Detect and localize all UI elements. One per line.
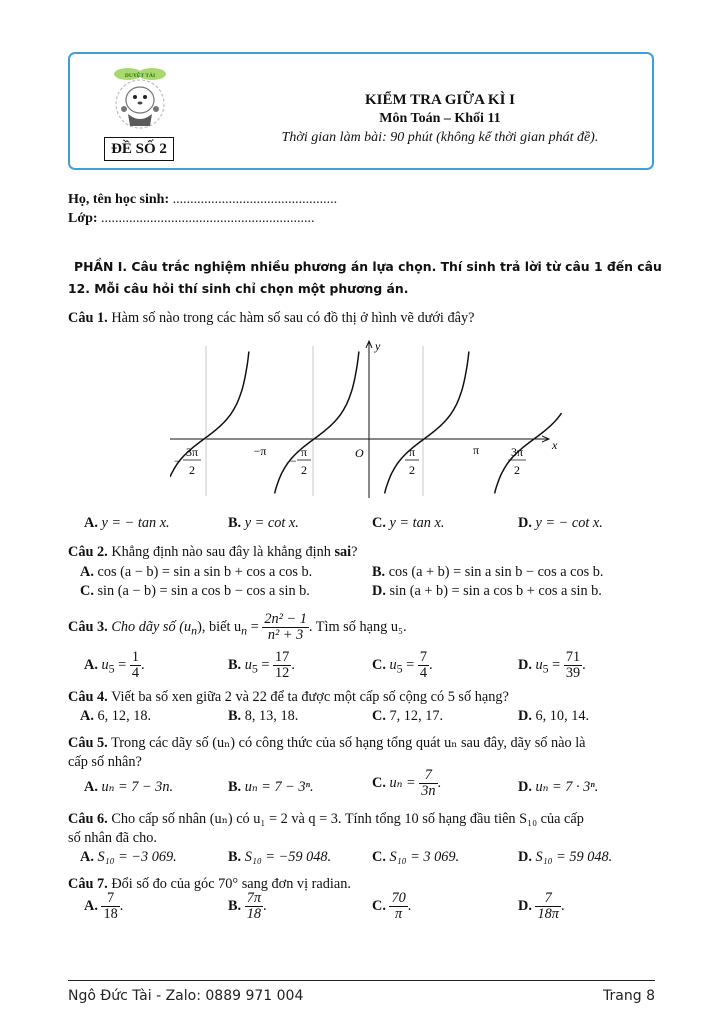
curve-branch-0 <box>170 352 249 477</box>
q1-option-b[interactable]: B. y = cot x. <box>228 515 299 531</box>
footer-author: Ngô Đức Tài - Zalo: 0889 971 004 <box>68 988 304 1004</box>
q5-option-c[interactable]: C. uₙ = $\frac{7}{3n}$ . <box>372 767 442 799</box>
q4-option-a[interactable]: A. 6, 12, 18. <box>80 708 152 724</box>
section-heading-line2: 12. Mỗi câu hỏi thí sinh chỉ chọn một phương án. <box>68 281 409 296</box>
question-4 <box>68 689 509 706</box>
q6-option-a[interactable]: A. S₁₀ = −3 069. <box>80 849 177 865</box>
q2-option-a[interactable]: A. cos (a − b) = sin a sin b + cos a cos b. <box>80 564 313 580</box>
tick-pi2-num: π <box>408 445 416 459</box>
q6-option-c[interactable]: C. S₁₀ = 3 069. <box>372 849 460 865</box>
question-4-text: Viết ba số xen giữa 2 và 22 để ta được một cấp số cộng có 5 số hạng? <box>111 689 509 705</box>
question-7-label: Câu 7. <box>68 876 108 892</box>
x-axis-label: x <box>552 438 558 452</box>
question-2-emphasis: sai <box>334 544 352 560</box>
logo-text: DUYỆT TÀI <box>124 73 156 79</box>
question-5-line2: cấp số nhân? <box>68 754 142 770</box>
q3-option-b[interactable]: B. $u_5$ = $\frac{17}{12}$ . <box>228 649 295 681</box>
question-2-label: Câu 2. <box>68 544 108 560</box>
q4-option-d[interactable]: D. 6, 10, 14. <box>518 708 590 724</box>
question-1-text: Hàm số nào trong các hàm số sau có đồ thị ở hình vẽ dưới đây? <box>111 310 475 326</box>
q1-option-d[interactable]: D. y = − cot x. <box>518 515 603 531</box>
tick-pi2-den: 2 <box>409 463 415 477</box>
q6-option-b[interactable]: B. S₁₀ = −59 048. <box>228 849 332 865</box>
q5-option-d[interactable]: D. uₙ = 7 · 3ⁿ. <box>518 779 599 795</box>
y-axis-label: y <box>375 339 381 353</box>
exam-subject: Môn Toán – Khối 11 <box>379 111 501 126</box>
tick-neg-3pi2-den: 2 <box>189 463 195 477</box>
question-6-text: Cho cấp số nhân (uₙ) có u₁ = 2 và q = 3. Tính tổng 10 số hạng đầu tiên S₁₀ của cấp <box>111 811 584 827</box>
curve-branch-1 <box>275 352 359 494</box>
exam-time-note: Thời gian làm bài: 90 phút (không kể thời gian phát đề). <box>281 130 599 145</box>
student-name-line <box>68 192 337 208</box>
footer-page: Trang 8 <box>603 988 655 1004</box>
q3-option-d[interactable]: D. $u_5$ = $\frac{71}{39}$ . <box>518 649 586 681</box>
q3-option-c[interactable]: C. $u_5$ = $\frac{7}{4}$ . <box>372 649 433 681</box>
q7-option-d[interactable]: D. $\frac{7}{18\pi}$ . <box>518 890 565 922</box>
exam-title: KIỂM TRA GIỮA KÌ I <box>364 92 516 108</box>
question-3-label: Câu 3. <box>68 618 108 635</box>
tick-neg-3pi2-num: 3π <box>185 445 199 459</box>
tick-3pi2-den: 2 <box>514 463 520 477</box>
q6-option-d[interactable]: D. S₁₀ = 59 048. <box>518 849 613 865</box>
question-2-text: Khẳng định nào sau đây là khẳng định <box>111 544 335 560</box>
q1-option-a[interactable]: A. y = − tan x. <box>84 515 170 531</box>
cot-graph <box>170 336 562 506</box>
question-6 <box>68 811 584 828</box>
q5-option-b[interactable]: B. uₙ = 7 − 3ⁿ. <box>228 779 314 795</box>
question-1 <box>68 310 474 327</box>
q7-option-a[interactable]: A. $\frac{7}{18}$ . <box>84 890 124 922</box>
q4-option-c[interactable]: C. 7, 12, 17. <box>372 708 444 724</box>
question-5 <box>68 735 586 752</box>
q2-option-d[interactable]: D. sin (a + b) = sin a cos b + cos a sin b. <box>372 583 602 599</box>
q2-option-c[interactable]: C. sin (a − b) = sin a cos b − cos a sin b. <box>80 583 310 599</box>
student-name-label: Họ, tên học sinh: <box>68 192 170 207</box>
tick-neg-pi2-num: π <box>300 445 308 459</box>
q4-option-b[interactable]: B. 8, 13, 18. <box>228 708 299 724</box>
q5-option-a[interactable]: A. uₙ = 7 − 3n. <box>84 779 174 795</box>
tick-neg-pi2-den: 2 <box>301 463 307 477</box>
tick-neg-3pi2-sign: − <box>174 454 181 468</box>
question-5-label: Câu 5. <box>68 735 108 751</box>
question-1-label: Câu 1. <box>68 310 108 326</box>
q3-option-a[interactable]: A. $u_5$ = $\frac{1}{4}$ . <box>84 649 145 681</box>
student-class-line <box>68 211 315 227</box>
section-heading-line1: PHẦN I. Câu trắc nghiệm nhiều phương án lựa chọn. Thí sinh trả lời từ câu 1 đến câu <box>74 259 662 274</box>
q7-option-b[interactable]: B. $\frac{7\pi}{18}$ . <box>228 890 267 922</box>
q7-option-c[interactable]: C. $\frac{70}{\pi}$ . <box>372 890 412 922</box>
exam-code: ĐỀ SỐ 2 <box>104 137 174 161</box>
question-4-label: Câu 4. <box>68 689 108 705</box>
q1-option-c[interactable]: C. y = tan x. <box>372 515 445 531</box>
question-2: Câu 2. Khẳng định nào sau đây là khẳng định sai? <box>68 544 358 560</box>
question-5-text: Trong các dãy số (uₙ) có công thức của số hạng tổng quát uₙ sau đây, dãy số nào là <box>111 735 586 751</box>
q3-formula: $\frac{\text{2n² − 1}}{\text{n² + 3}}$ <box>264 611 307 643</box>
student-class-label: Lớp: <box>68 211 98 226</box>
curve-branch-3 <box>495 413 562 493</box>
tick-pi: π <box>472 443 480 457</box>
logo-mascot <box>104 64 176 136</box>
student-class-dots: ............................................................. <box>101 211 315 226</box>
tick-neg-pi: −π <box>253 444 267 458</box>
question-6-label: Câu 6. <box>68 811 108 827</box>
student-name-dots: ............................................... <box>172 192 338 207</box>
tick-3pi2-num: 3π <box>510 445 524 459</box>
question-7-text: Đổi số đo của góc 70° sang đơn vị radian. <box>111 876 351 892</box>
q2-option-b[interactable]: B. cos (a + b) = sin a sin b − cos a cos b. <box>372 564 604 580</box>
tick-neg-pi2-sign: − <box>290 454 297 468</box>
question-6-line2: số nhân đã cho. <box>68 830 157 846</box>
footer-rule <box>68 980 655 981</box>
curve-branch-2 <box>385 352 469 494</box>
origin-label: O <box>355 446 364 460</box>
question-3: Câu 3. Cho dãy số $(u_n)$, biết $u_n$ = $\frac{\text{2n² − 1}}{\text{n² + 3}}$ . Tìm số hạng u₅. <box>68 611 407 643</box>
